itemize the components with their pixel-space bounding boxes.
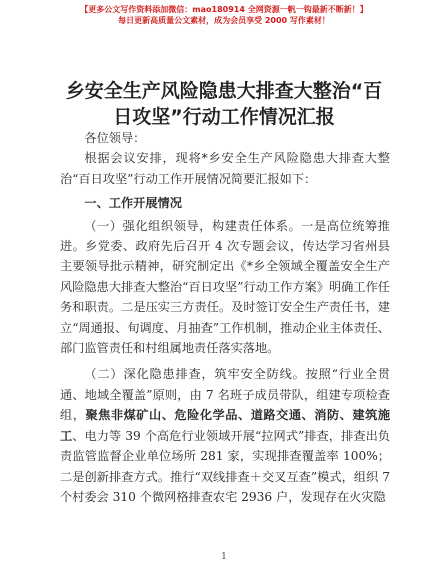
page-number: 1 xyxy=(221,552,227,562)
section-heading: 一、工作开展情况 xyxy=(84,196,182,211)
intro-paragraph: 根据会议安排，现将*乡安全生产风险隐患大排查大整治“百日攻坚”行动工作开展情况简要汇报如下： xyxy=(60,151,390,186)
paragraph-inspection-part-a: （二）深化隐患排查，筑牢安全防线。按照“行业全贯通、地域全覆盖”原则，由 7 名班子成员带队，组建专项检查组， xyxy=(60,367,390,423)
promo-banner-line-2: 每日更新高质量公文素材，成为会员享受 2000 写作素材！ xyxy=(118,16,330,25)
paragraph-inspection xyxy=(60,364,390,507)
salutation: 各位领导： xyxy=(84,131,146,145)
document-title: 乡安全生产风险隐患大排查大整治“百日攻坚”行动工作情况汇报 xyxy=(65,80,383,128)
document-body xyxy=(60,128,390,507)
promo-banner xyxy=(0,4,448,26)
paragraph-inspection-part-b: 、电力等 39 个高危行业领域开展“拉网式”排查，排查出负责监管监督企业单位场所 281 家，实现排查覆盖率 100%；二是创新排查方式。推行“双线排查＋交叉互查”模式，组织 7 个村委会 310 个微网格排查农宅 2936 户，发现存在火灾隐 xyxy=(60,428,391,504)
promo-banner-line-1: 【更多公文写作资料添加微信：mao180914 全网资源一帆一钩最新不断新！】 xyxy=(80,5,368,14)
paragraph-inspection-bold: 聚焦非煤矿山、危险化学品、道路交通、消防、建筑施工 xyxy=(60,408,391,443)
paragraph-organization: （一）强化组织领导，构建责任体系。一是高位统筹推进。乡党委、政府先后召开 4 次专题会议，传达学习省州县主要领导批示精神，研究制定出《*乡全领域全覆盖安全生产风险隐患大排查大整治“百日攻坚”行动工作方案》明确工作任务和职责。二是压实三方责任。及时签订安全生产责任书，建立“周通报、旬调度、月抽查”工作机制，推动企业主体责任、部门监管责任和村组属地责任落实落地。 xyxy=(60,218,390,356)
